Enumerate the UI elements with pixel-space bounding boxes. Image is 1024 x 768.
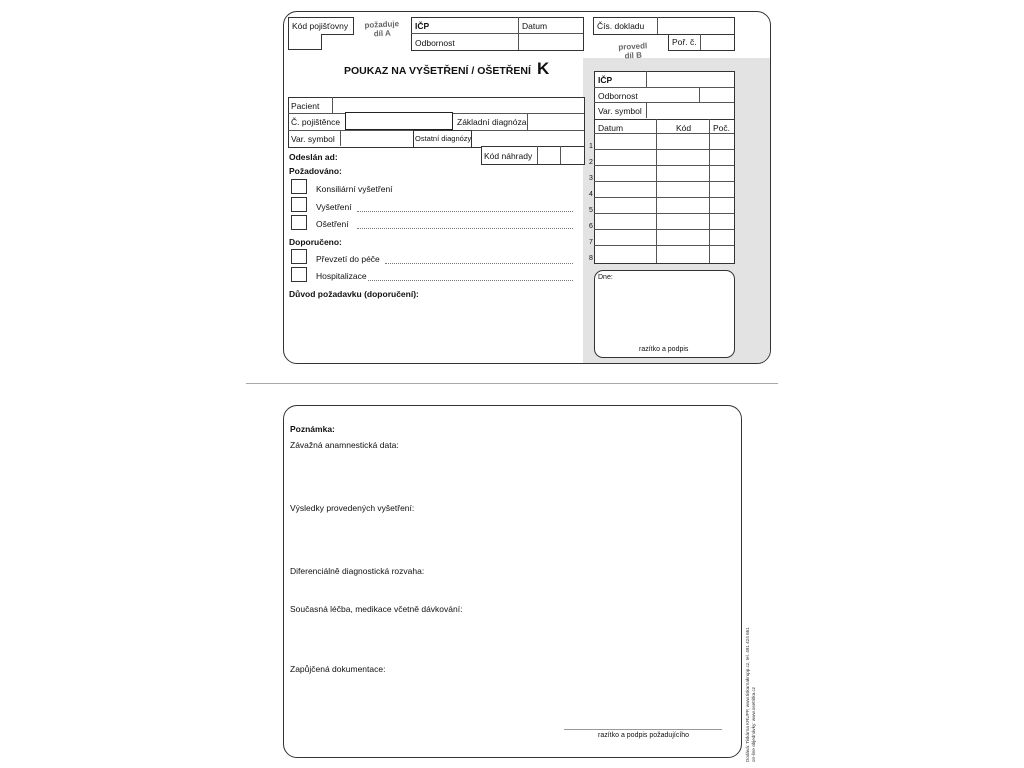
signature-line[interactable] bbox=[564, 729, 722, 730]
soucasna-label: Současná léčba, medikace včetně dávkování: bbox=[290, 604, 463, 614]
konsiliarni-checkbox[interactable] bbox=[291, 179, 307, 194]
zapujcena-label: Zapůjčená dokumentace: bbox=[290, 664, 386, 674]
konsiliarni-label: Konsiliární vyšetření bbox=[316, 184, 393, 194]
zakladni-diagnoza-label: Základní diagnóza bbox=[457, 117, 527, 127]
odeslan-ad-label: Odeslán ad: bbox=[289, 152, 338, 162]
c-pojistence-label: Č. pojištěnce bbox=[291, 117, 341, 127]
dne-label: Dne: bbox=[598, 274, 613, 281]
duvod-label: Důvod požadavku (doporučení): bbox=[289, 289, 419, 299]
vysledky-label: Výsledky provedených vyšetření: bbox=[290, 503, 415, 513]
row-number-4: 4 bbox=[589, 191, 593, 198]
row-number-2: 2 bbox=[589, 159, 593, 166]
pozaduje-stamp bbox=[360, 19, 405, 39]
hospitalizace-checkbox[interactable] bbox=[291, 267, 307, 282]
hospitalizace-label: Hospitalizace bbox=[316, 271, 367, 281]
form-title: POUKAZ NA VYŠETŘENÍ / OŠETŘENÍ bbox=[344, 65, 531, 77]
kod-nahrady-label: Kód náhrady bbox=[484, 151, 533, 161]
odbornost-label: Odbornost bbox=[415, 38, 455, 48]
osetreni-label: Ošetření bbox=[316, 219, 349, 229]
c-pojistence-input[interactable] bbox=[345, 112, 453, 130]
row-number-8: 8 bbox=[589, 255, 593, 262]
right-icp-label: IČP bbox=[598, 75, 613, 85]
vysetreni-line[interactable] bbox=[357, 211, 573, 212]
kod-pojistovny-input[interactable] bbox=[288, 34, 322, 50]
dil-a-text: díl A bbox=[373, 28, 391, 39]
table-datum-header: Datum bbox=[598, 123, 624, 133]
diferencialne-label: Diferenciálně diagnostická rozvaha: bbox=[290, 566, 425, 576]
printer-line-2: on-line objednávky: www.osetritka.cz bbox=[751, 686, 756, 762]
provedl-stamp bbox=[611, 41, 656, 61]
zakladni-diagnoza-input[interactable] bbox=[528, 113, 583, 129]
zavazna-label: Závažná anamnestická data: bbox=[290, 440, 399, 450]
provedl-text: provedl bbox=[618, 41, 648, 52]
pozaduje-text: požaduje bbox=[364, 19, 400, 30]
razitko-pozadujiciho-label: razítko a podpis požadujícího bbox=[598, 732, 690, 739]
table-poc-header: Poč. bbox=[713, 123, 731, 133]
poznamka-label: Poznámka: bbox=[290, 424, 335, 434]
vysetreni-checkbox[interactable] bbox=[291, 197, 307, 212]
var-symbol-input[interactable] bbox=[341, 130, 411, 145]
referral-form-front bbox=[283, 11, 771, 364]
pacient-label: Pacient bbox=[291, 101, 320, 111]
prevzeti-checkbox[interactable] bbox=[291, 249, 307, 264]
prevzeti-line[interactable] bbox=[385, 263, 573, 264]
osetreni-line[interactable] bbox=[357, 228, 573, 229]
vysetreni-label: Vyšetření bbox=[316, 202, 352, 212]
pozadovano-label: Požadováno: bbox=[289, 166, 342, 176]
page-divider bbox=[246, 383, 778, 384]
osetreni-checkbox[interactable] bbox=[291, 215, 307, 230]
row-number-7: 7 bbox=[589, 239, 593, 246]
printer-info bbox=[745, 627, 757, 762]
table-kod-header: Kód bbox=[676, 123, 692, 133]
ostatni-diagnozy-label: Ostatní diagnózy bbox=[415, 134, 472, 143]
hospitalizace-line[interactable] bbox=[368, 280, 573, 281]
services-table bbox=[594, 119, 735, 264]
cis-dokladu-label: Čís. dokladu bbox=[597, 21, 645, 31]
right-var-symbol-label: Var. symbol bbox=[598, 106, 642, 116]
icp-label: IČP bbox=[415, 21, 430, 31]
right-odbornost-label: Odbornost bbox=[598, 91, 638, 101]
row-number-1: 1 bbox=[589, 143, 593, 150]
referral-form-back bbox=[283, 405, 742, 758]
razitko-label: razítko a podpis bbox=[639, 346, 689, 353]
row-number-6: 6 bbox=[589, 223, 593, 230]
form-title-letter: K bbox=[537, 59, 550, 78]
por-c-label: Poř. č. bbox=[672, 37, 697, 47]
dil-b-text: díl B bbox=[624, 50, 643, 61]
prevzeti-label: Převzetí do péče bbox=[316, 254, 380, 264]
pacient-input[interactable] bbox=[332, 97, 583, 112]
row-number-5: 5 bbox=[589, 207, 593, 214]
var-symbol-label: Var. symbol bbox=[291, 134, 335, 144]
doporuceno-label: Doporučeno: bbox=[289, 237, 342, 247]
kod-pojistovny-label: Kód pojišťovny bbox=[292, 21, 349, 31]
datum-label: Datum bbox=[522, 21, 548, 31]
row-number-3: 3 bbox=[589, 175, 593, 182]
printer-line-1: Dodává: Tiskárna KRUPP, www.tiskarnakrupp.cz, tel. 491 424 661 bbox=[745, 627, 750, 762]
signature-box[interactable] bbox=[594, 270, 735, 358]
